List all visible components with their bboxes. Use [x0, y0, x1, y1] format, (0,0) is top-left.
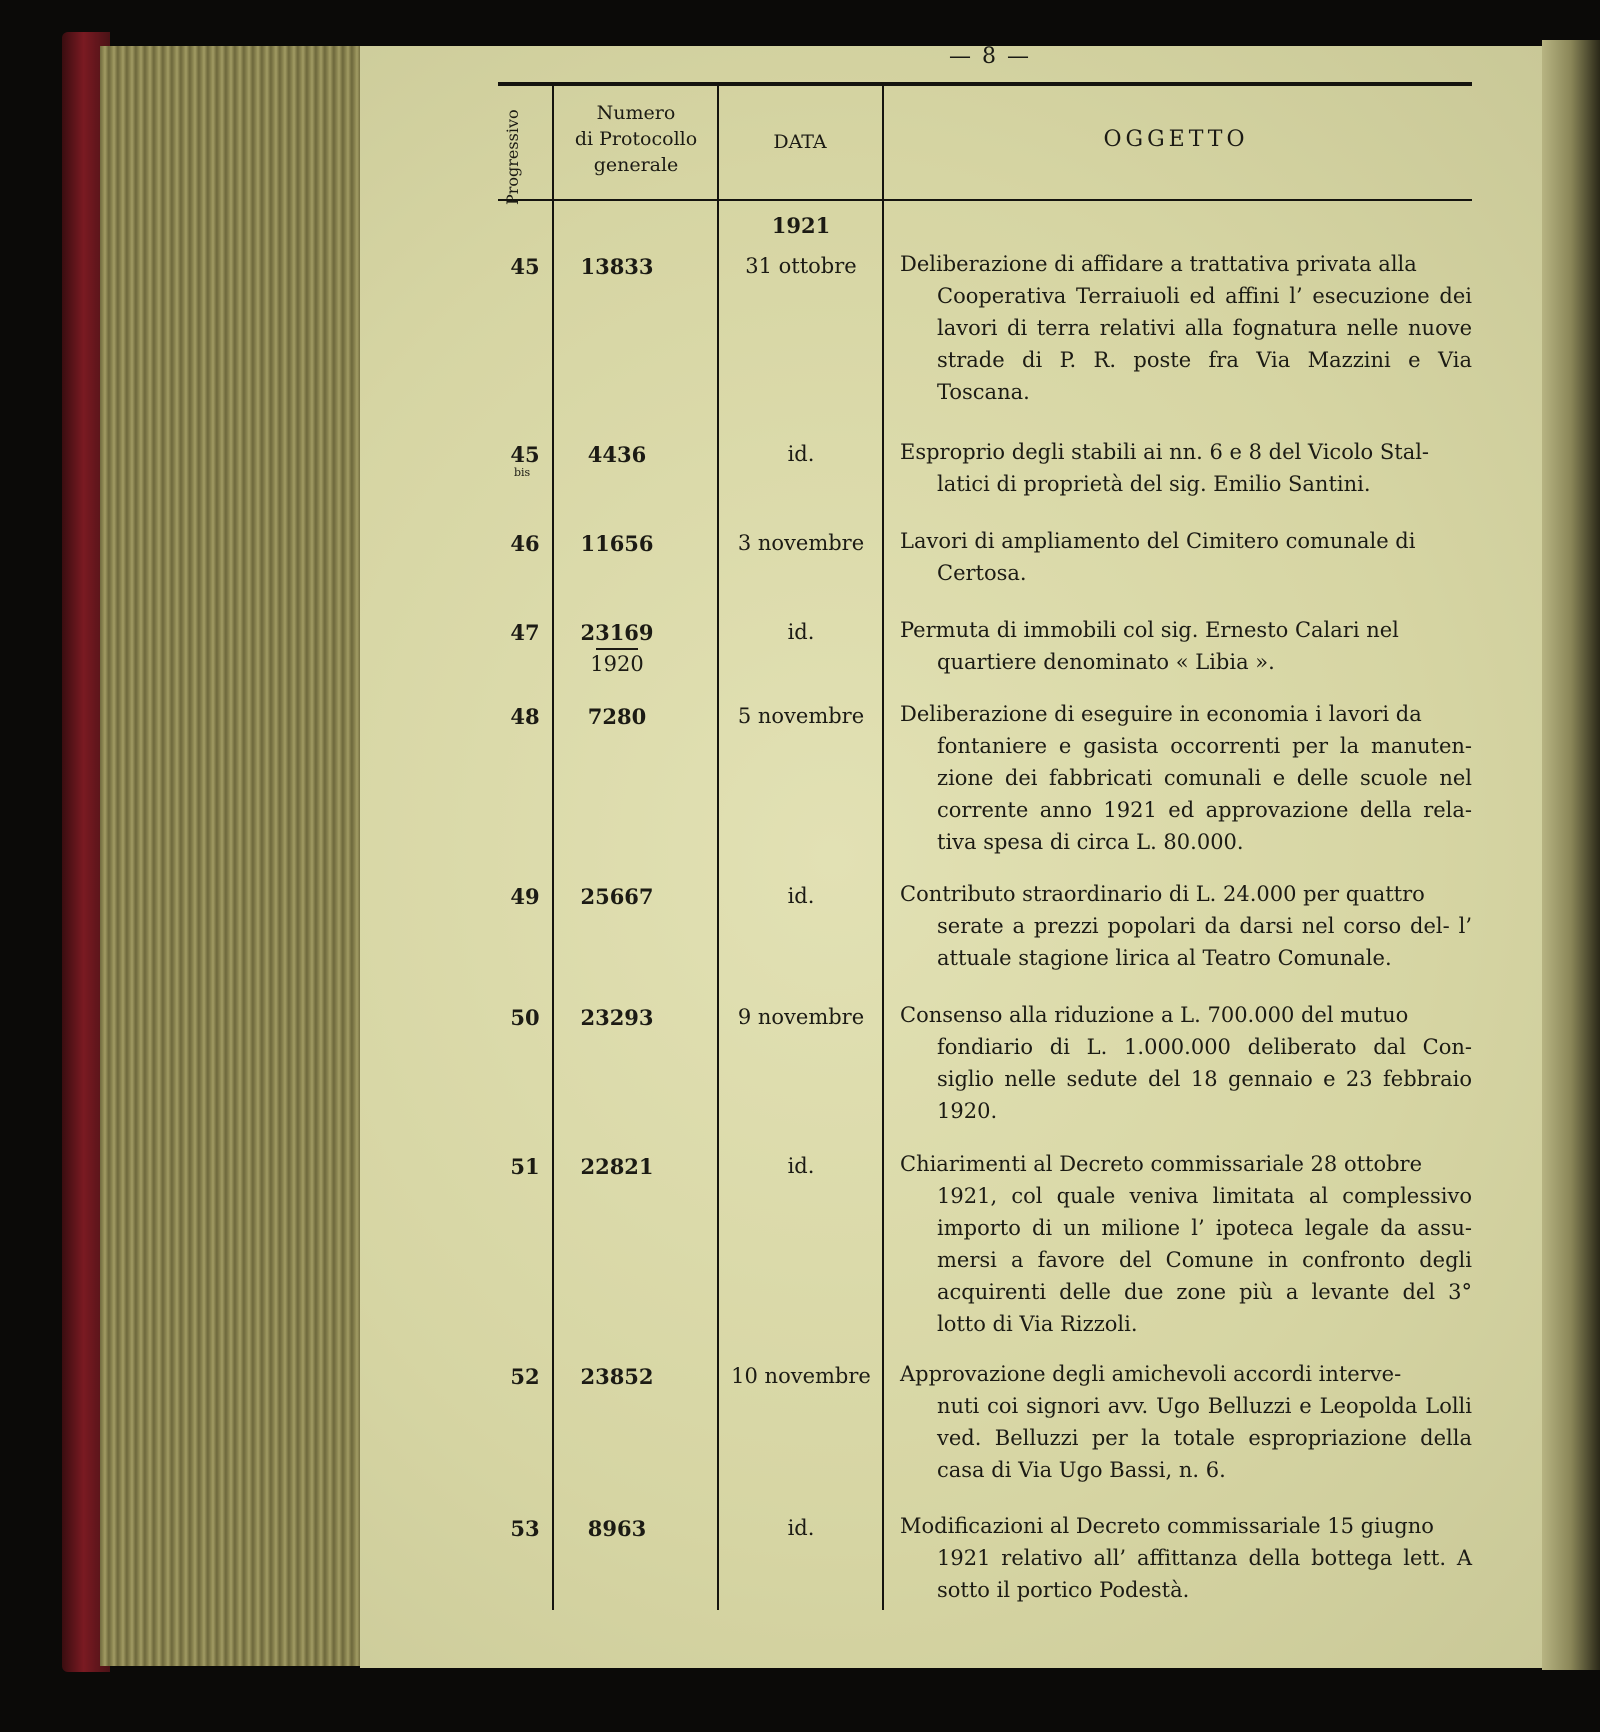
oggetto-first-line: Esproprio degli stabili ai nn. 6 e 8 del Vicolo Stal- — [900, 440, 1430, 464]
oggetto-first-line: Lavori di ampliamento del Cimitero comunale di — [900, 529, 1416, 553]
progressivo-cell: 47 — [510, 620, 540, 645]
oggetto-cell — [900, 1148, 1472, 1340]
date-cell: id. — [787, 884, 815, 908]
oggetto-cell — [900, 614, 1472, 678]
oggetto-first-line: Deliberazione di affidare a trattativa privata alla — [900, 252, 1417, 276]
oggetto-first-line: Modificazioni al Decreto commissariale 15 giugno — [900, 1514, 1434, 1538]
year-heading: 1921 — [771, 213, 831, 238]
date-cell: 9 novembre — [737, 1005, 865, 1029]
protocollo-cell: 23852 — [580, 1364, 654, 1389]
progressivo-cell: 49 — [510, 884, 540, 909]
oggetto-first-line: Contributo straordinario di L. 24.000 per quattro — [900, 882, 1425, 906]
header-numero-line: di Protocollo — [574, 128, 698, 150]
progressivo-cell: 45 — [510, 442, 540, 467]
page-stack — [100, 46, 364, 1666]
oggetto-cell — [900, 436, 1472, 500]
oggetto-first-line: Approvazione degli amichevoli accordi interve- — [900, 1362, 1402, 1386]
oggetto-rest: 1921, col quale veniva limitata al complessivo importo di un milione l’ ipoteca legale da assu- mersi a favore del Comune in confronto degli acquirenti delle due zone più a levante del 3° lotto di Via Rizzoli. — [937, 1184, 1472, 1336]
progressivo-cell: 45 — [510, 254, 540, 279]
progressivo-cell: 46 — [510, 531, 540, 556]
header-progressivo — [503, 175, 533, 205]
date-cell: id. — [787, 620, 815, 644]
protocollo-cell: 22821 — [580, 1154, 654, 1179]
oggetto-rest: Cooperativa Terraiuoli ed affini l’ esecuzione dei lavori di terra relativi alla fognatura nelle nuove strade di P. R. poste fra Via Mazzini e Via Toscana. — [937, 284, 1472, 404]
oggetto-rest: fondiario di L. 1.000.000 deliberato dal Con- siglio nelle sedute del 18 gennaio e 23 febbraio 1920. — [937, 1035, 1472, 1123]
oggetto-first-line: Permuta di immobili col sig. Ernesto Calari nel — [900, 618, 1399, 642]
progressivo-cell: 52 — [510, 1364, 540, 1389]
oggetto-rest: quartiere denominato « Libia ». — [937, 650, 1275, 674]
oggetto-cell — [900, 698, 1472, 858]
date-cell: id. — [787, 1154, 815, 1178]
protocollo-cell: 8963 — [587, 1516, 647, 1541]
oggetto-cell — [900, 878, 1472, 974]
date-cell: 3 novembre — [737, 531, 865, 555]
protocollo-divider — [596, 648, 638, 650]
date-cell: 31 ottobre — [745, 254, 857, 278]
oggetto-rest: fontaniere e gasista occorrenti per la manuten- zione dei fabbricati comunali e delle scuole nel corrente anno 1921 ed approvazione della rela- tiva spesa di circa L. 80.000. — [937, 734, 1472, 854]
header-numero-line: Numero — [596, 102, 676, 124]
oggetto-cell — [900, 248, 1472, 408]
protocollo-cell: 13833 — [580, 254, 654, 279]
date-cell: id. — [787, 1516, 815, 1540]
header-oggetto: OGGETTO — [1103, 127, 1249, 152]
oggetto-rest: 1921 relativo all’ affittanza della bottega lett. A sotto il portico Podestà. — [937, 1546, 1472, 1602]
page-number: — 8 — — [949, 44, 1031, 69]
oggetto-rest: nuti coi signori avv. Ugo Belluzzi e Leopolda Lolli ved. Belluzzi per la totale espropriazione della casa di Via Ugo Bassi, n. 6. — [937, 1394, 1472, 1482]
oggetto-rest: latici di proprietà del sig. Emilio Santini. — [937, 472, 1371, 496]
progressivo-cell: 53 — [510, 1516, 540, 1541]
top-rule — [498, 82, 1472, 86]
oggetto-first-line: Chiarimenti al Decreto commissariale 28 ottobre — [900, 1152, 1423, 1176]
protocollo-cell: 23293 — [580, 1005, 654, 1030]
column-rule — [552, 86, 554, 1610]
right-page-edge — [1542, 40, 1600, 1670]
progressivo-suffix: bis — [514, 466, 531, 479]
header-numero-line: generale — [593, 154, 679, 176]
oggetto-cell — [900, 525, 1472, 589]
protocollo-cell: 4436 — [587, 442, 647, 467]
header-numero — [556, 100, 716, 178]
date-cell: id. — [787, 442, 815, 466]
progressivo-cell: 50 — [510, 1005, 540, 1030]
protocollo-year-cell: 1920 — [590, 652, 644, 676]
protocollo-cell: 11656 — [580, 531, 654, 556]
progressivo-cell: 51 — [510, 1154, 540, 1179]
header-data: DATA — [773, 131, 827, 153]
oggetto-cell — [900, 999, 1472, 1127]
protocollo-cell: 7280 — [587, 704, 647, 729]
date-cell: 10 novembre — [731, 1364, 871, 1388]
oggetto-rest: serate a prezzi popolari da darsi nel corso del- l’ attuale stagione lirica al Teatro Comunale. — [937, 914, 1472, 970]
protocollo-cell: 23169 — [580, 620, 654, 645]
header-bottom-rule — [498, 199, 1472, 201]
oggetto-rest: Certosa. — [937, 561, 1027, 585]
oggetto-first-line: Deliberazione di eseguire in economia i lavori da — [900, 702, 1422, 726]
protocollo-cell: 25667 — [580, 884, 654, 909]
oggetto-first-line: Consenso alla riduzione a L. 700.000 del mutuo — [900, 1003, 1409, 1027]
oggetto-cell — [900, 1510, 1472, 1606]
date-cell: 5 novembre — [737, 704, 865, 728]
progressivo-cell: 48 — [510, 704, 540, 729]
oggetto-cell — [900, 1358, 1472, 1486]
